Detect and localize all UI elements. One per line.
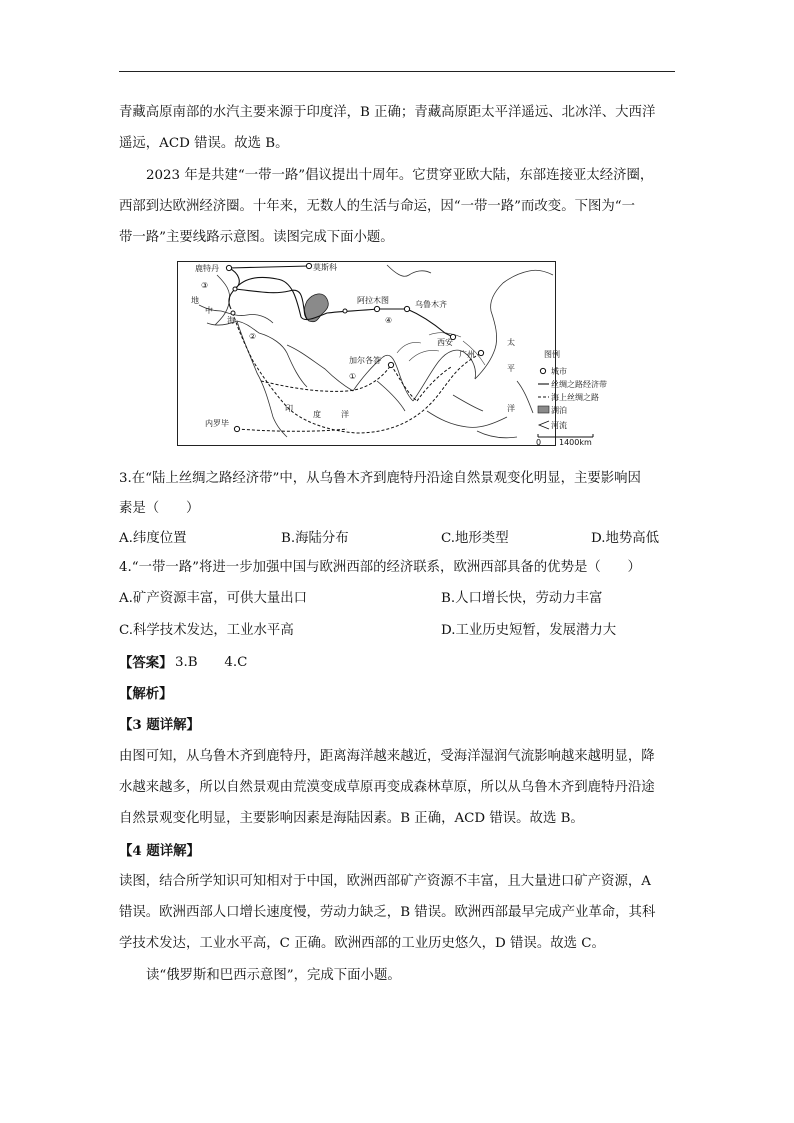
q4-options-row-1 — [119, 588, 675, 610]
header-rule — [119, 71, 675, 72]
label-rotterdam: 鹿特丹 — [195, 264, 219, 273]
analysis-q3-line-1: 由图可知，从乌鲁木齐到鹿特丹，距离海洋越来越近，受海洋湿润气流影响越来越明显，降 — [119, 749, 655, 764]
label-guangzhou: 广州 — [459, 350, 475, 359]
q4-option-b[interactable]: B.人口增长快，劳动力丰富 — [441, 591, 603, 606]
city-urumqi-dot — [404, 306, 409, 311]
city-moscow-dot — [306, 263, 311, 268]
answer-label: 【答案】 — [119, 655, 173, 671]
q3-option-a[interactable]: A.纬度位置 — [119, 531, 187, 546]
label-pacific-2: 平 — [507, 364, 515, 373]
marker-3: ③ — [201, 281, 209, 290]
analysis-q3-heading: 【3 题详解】 — [119, 717, 200, 733]
city-route-dot — [233, 287, 237, 291]
q4-options-row-2 — [119, 620, 675, 642]
analysis-q4-line-3: 学技术发达，工业水平高，C 正确。欧洲西部的工业历史悠久，D 错误。故选 C。 — [119, 936, 605, 951]
city-guangzhou-dot — [478, 350, 483, 355]
analysis-q4-line-2: 错误。欧洲西部人口增长速度慢，劳动力缺乏，B 错误。欧洲西部最早完成产业革命，其科 — [119, 905, 656, 920]
label-moscow: 莫斯科 — [313, 263, 337, 272]
q3-options — [119, 528, 675, 550]
answer-line — [119, 652, 675, 674]
legend-lake-icon — [538, 406, 549, 413]
passage-line-3: 带一路”主要线路示意图。读图完成下面小题。 — [119, 230, 394, 245]
q3-option-c[interactable]: C.地形类型 — [441, 531, 509, 546]
q4-option-d[interactable]: D.工业历史短暂，发展潜力大 — [441, 623, 617, 638]
intro-line-1: 青藏高原南部的水汽主要来源于印度洋，B 正确；青藏高原距太平洋遥远、北冰洋、大西洋 — [119, 105, 656, 120]
label-indian-1: 印 — [285, 404, 293, 413]
label-indian-2: 度 — [313, 410, 321, 419]
legend-title: 图例 — [544, 350, 560, 359]
q4-option-a[interactable]: A.矿产资源丰富，可供大量出口 — [119, 591, 308, 606]
q3-stem-line-1: 3.在“陆上丝绸之路经济带”中，从乌鲁木齐到鹿特丹沿途自然景观变化明显，主要影响因 — [119, 471, 641, 486]
passage-line-1: 2023 年是共建“一带一路”倡议提出十周年。它贯穿亚欧大陆，东部连接亚太经济圈， — [146, 168, 654, 183]
legend-city-icon — [540, 368, 545, 373]
label-urumqi: 乌鲁木齐 — [415, 300, 447, 309]
analysis-q4-heading: 【4 题详解】 — [119, 843, 200, 859]
q3-option-b[interactable]: B.海陆分布 — [281, 531, 349, 546]
legend-city: 城市 — [551, 367, 567, 376]
city-almaty-dot — [374, 306, 379, 311]
legend-land-road: 丝绸之路经济带 — [551, 380, 607, 389]
q4-option-c[interactable]: C.科学技术发达，工业水平高 — [119, 623, 294, 638]
legend-river: 河流 — [551, 421, 567, 430]
marker-4: ④ — [385, 316, 393, 325]
city-route-dot — [231, 311, 235, 315]
q3-stem-line-2: 素是（ ） — [119, 501, 200, 516]
legend-scale-km: 1400km — [559, 438, 592, 447]
label-med-3: 海 — [227, 316, 235, 325]
city-kolkata-dot — [388, 362, 393, 367]
analysis-q3-line-3: 自然景观变化明显，主要影响因素是海陆因素。B 正确，ACD 错误。故选 B。 — [119, 811, 584, 826]
city-route-dot — [343, 309, 347, 313]
legend-sea-road: 海上丝绸之路 — [551, 393, 599, 402]
answer-value: 3.B 4.C — [175, 655, 248, 670]
analysis-q3-line-2: 水越来越多，所以自然景观由荒漠变成草原再变成森林草原，所以从乌鲁木齐到鹿特丹沿途 — [119, 780, 655, 795]
label-almaty: 阿拉木图 — [357, 296, 389, 305]
city-nairobi-dot — [234, 426, 239, 431]
label-pacific-1: 太 — [507, 338, 515, 347]
analysis-q4-line-1: 读图，结合所学知识可知相对于中国，欧洲西部矿产资源不丰富，且大量进口矿产资源，A — [119, 874, 651, 889]
belt-road-map — [177, 261, 607, 447]
city-rotterdam-dot — [226, 265, 231, 270]
intro-line-2: 遥远，ACD 错误。故选 B。 — [119, 136, 289, 151]
label-kolkata: 加尔各答 — [349, 356, 381, 365]
next-intro: 读“俄罗斯和巴西示意图”，完成下面小题。 — [146, 968, 401, 983]
legend-lake: 湖泊 — [551, 406, 567, 415]
label-nairobi: 内罗毕 — [205, 419, 229, 428]
label-pacific-3: 洋 — [507, 404, 515, 413]
label-med-2: 中 — [205, 306, 213, 315]
marker-2: ② — [249, 332, 257, 341]
label-med-1: 地 — [191, 296, 199, 305]
q3-option-d[interactable]: D.地势高低 — [591, 531, 660, 546]
marker-1: ① — [349, 372, 357, 381]
passage-line-2: 西部到达欧洲经济圈。十年来，无数人的生活与命运，因“一带一路”而改变。下图为“一 — [119, 199, 635, 214]
q4-stem: 4.“一带一路”将进一步加强中国与欧洲西部的经济联系，欧洲西部具备的优势是（ ） — [119, 560, 641, 575]
label-indian-3: 洋 — [341, 410, 349, 419]
legend-scale-zero: 0 — [536, 438, 542, 447]
analysis-heading: 【解析】 — [119, 686, 173, 702]
label-xian: 西安 — [437, 338, 453, 347]
